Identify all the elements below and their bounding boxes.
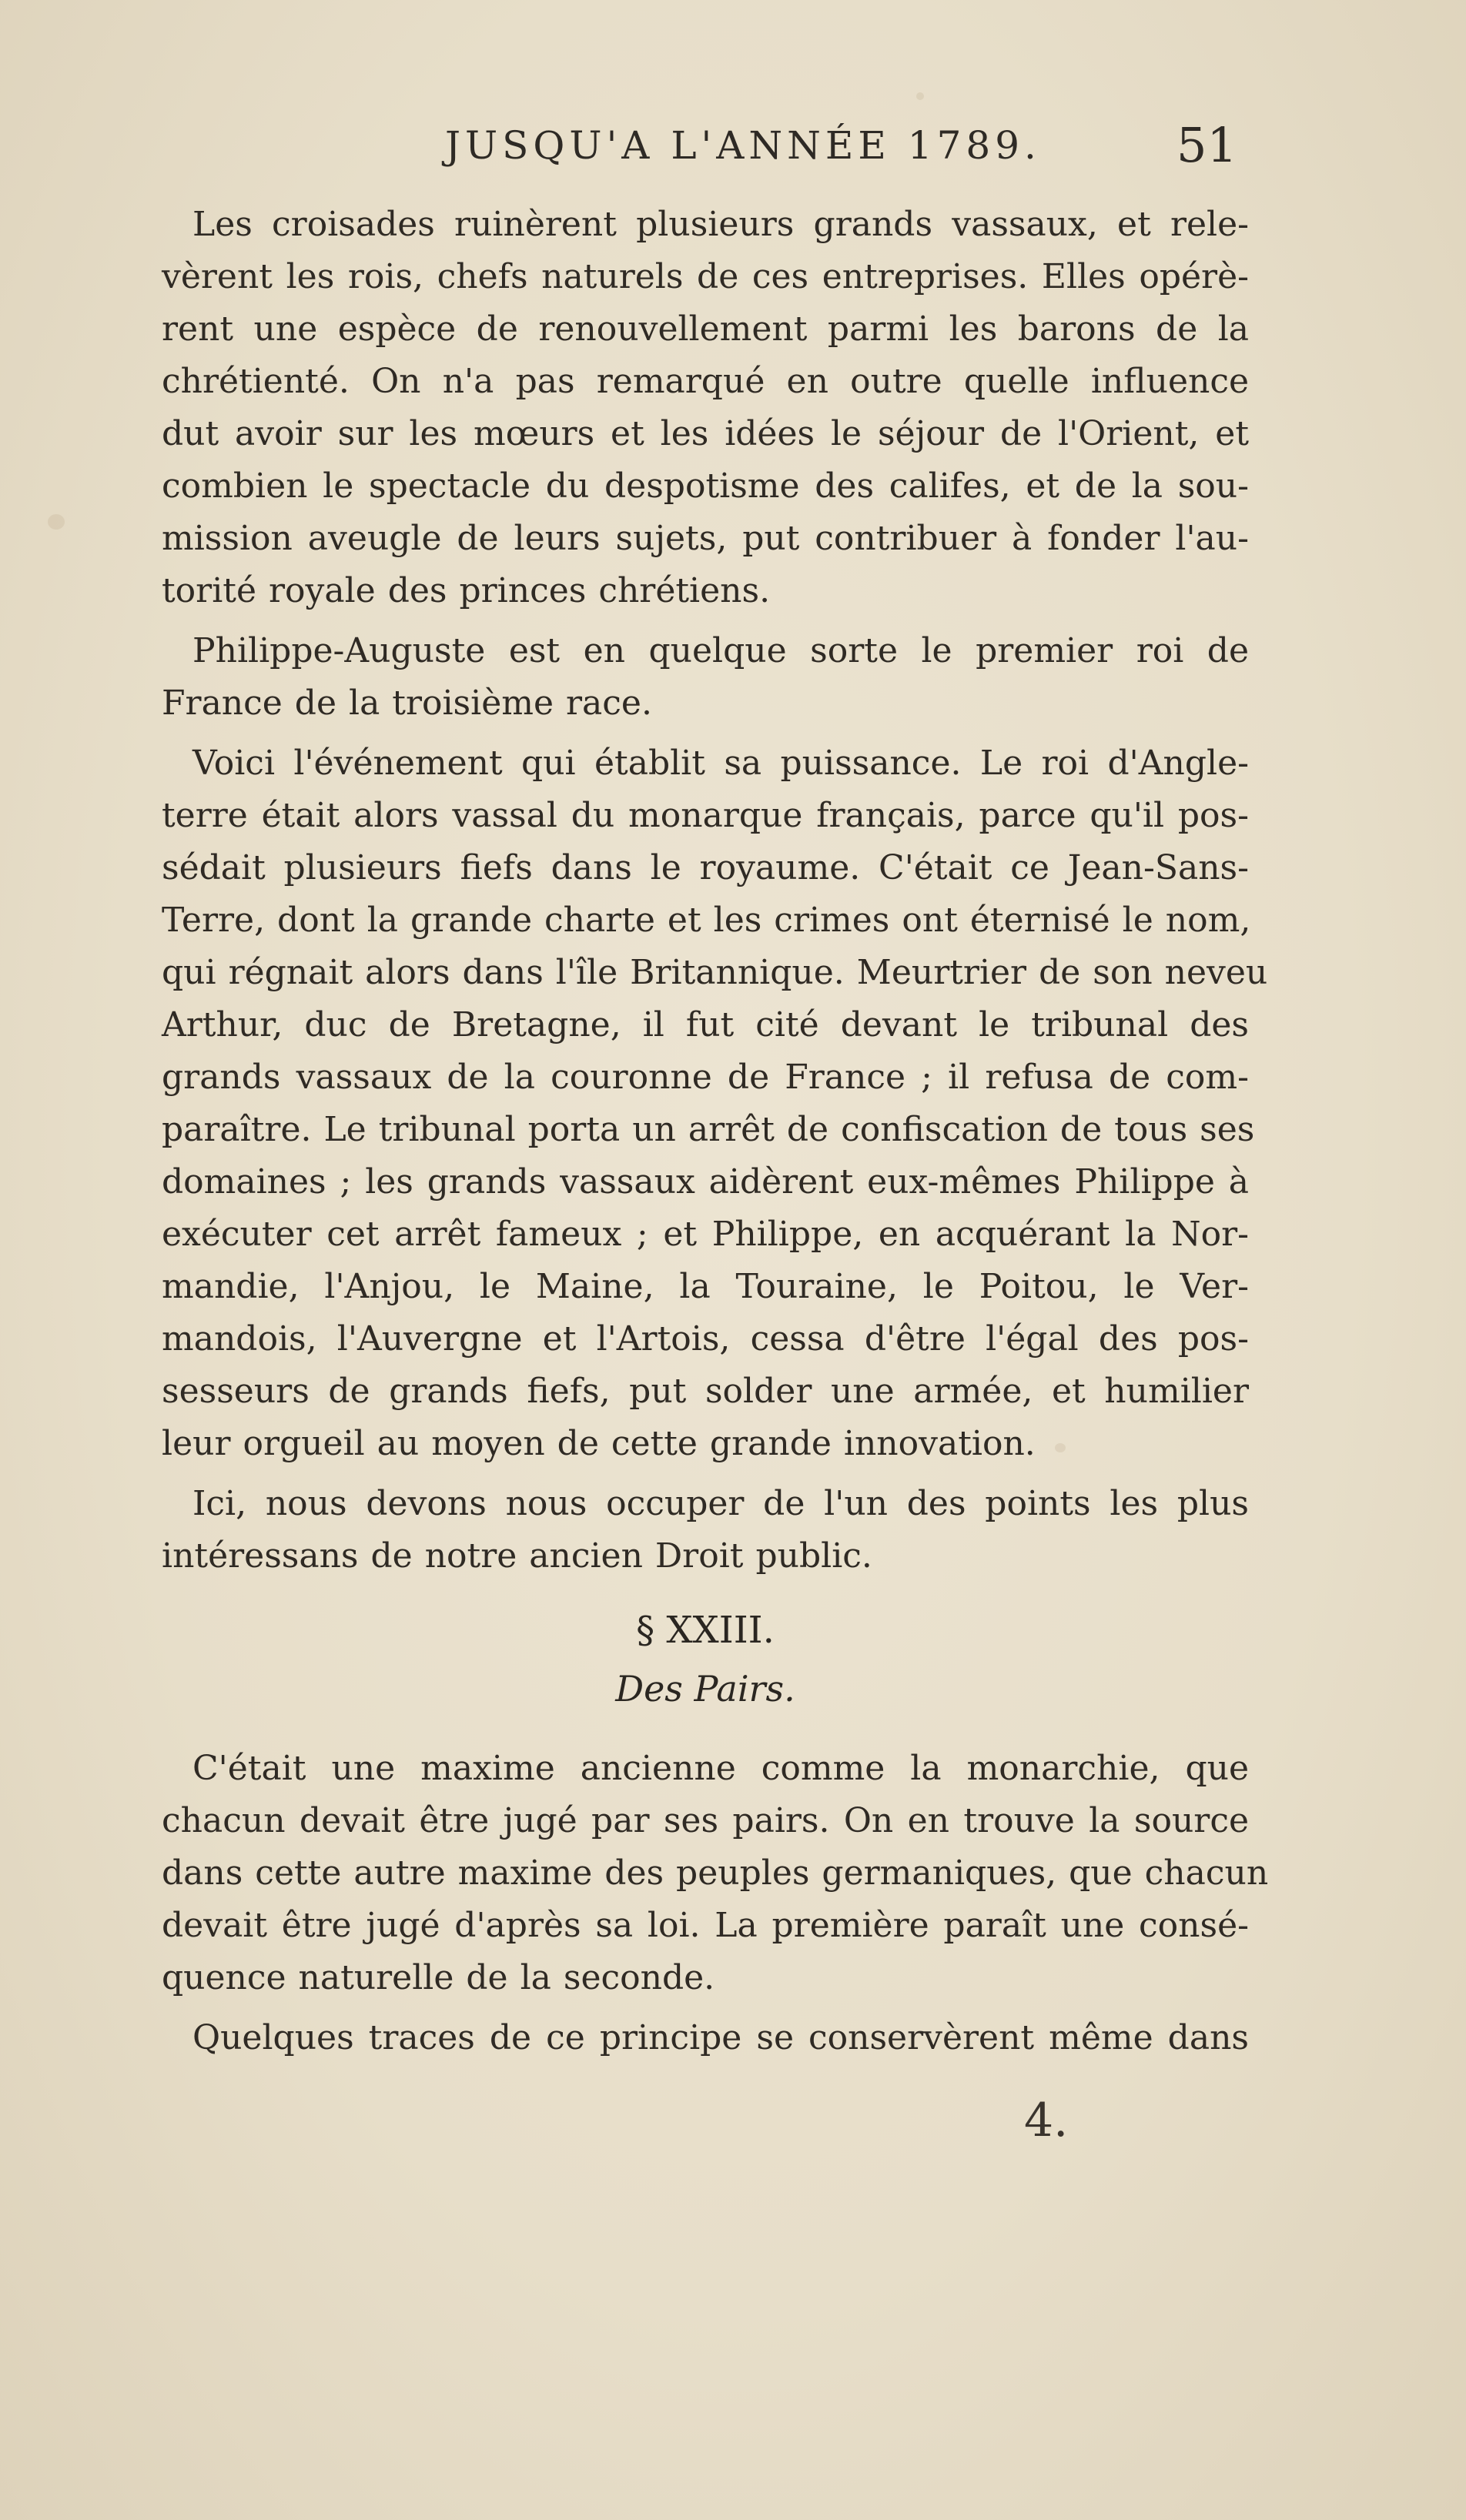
text-line: C'était une maxime ancienne comme la monarchie, que <box>192 1749 1249 1788</box>
paragraph-philippe-auguste <box>162 625 1249 730</box>
text-line: leur orgueil au moyen de cette grande innovation. <box>162 1424 1036 1463</box>
text-line: sesseurs de grands fiefs, put solder une armée, et humilier <box>162 1372 1249 1411</box>
text-line: Ici, nous devons nous occuper de l'un des points les plus <box>192 1484 1249 1523</box>
foxing-spot <box>48 514 65 530</box>
signature-mark: 4. <box>1024 2094 1069 2147</box>
text-line: Voici l'événement qui établit sa puissance. Le roi d'Angle- <box>192 744 1249 783</box>
text-line: vèrent les rois, chefs naturels de ces entreprises. Elles opérè- <box>162 257 1249 296</box>
text-line: Terre, dont la grande charte et les crimes ont éternisé le nom, <box>162 901 1251 940</box>
text-line: mandois, l'Auvergne et l'Artois, cessa d'être l'égal des pos- <box>162 1319 1249 1359</box>
paragraph-traces <box>162 2012 1249 2064</box>
text-line: exécuter cet arrêt fameux ; et Philippe, en acquérant la Nor- <box>162 1215 1249 1254</box>
running-head <box>0 117 1466 185</box>
paragraph-maxime <box>162 1743 1269 2004</box>
paragraph-droit-public <box>162 1478 1249 1583</box>
body-text <box>162 199 1269 2064</box>
text-line: dans cette autre maxime des peuples germaniques, que chacun <box>162 1853 1269 1893</box>
text-line: qui régnait alors dans l'île Britannique. Meurtrier de son neveu <box>162 953 1268 992</box>
text-line: devait être jugé d'après sa loi. La première paraît une consé- <box>162 1906 1249 1945</box>
text-line: Arthur, duc de Bretagne, il fut cité devant le tribunal des <box>162 1005 1249 1044</box>
page-number: 51 <box>1176 117 1237 173</box>
text-line: quence naturelle de la seconde. <box>162 1958 715 1997</box>
text-line: torité royale des princes chrétiens. <box>162 571 771 610</box>
text-line: terre était alors vassal du monarque français, parce qu'il pos- <box>162 796 1249 835</box>
text-line: mission aveugle de leurs sujets, put contribuer à fonder l'au- <box>162 519 1249 558</box>
paragraph-croisades <box>162 199 1249 617</box>
text-line: dut avoir sur les mœurs et les idées le séjour de l'Orient, et <box>162 414 1249 453</box>
paragraph-evenement <box>162 737 1268 1470</box>
text-line: France de la troisième race. <box>162 683 652 723</box>
text-line: sédait plusieurs fiefs dans le royaume. C'était ce Jean-Sans- <box>162 848 1249 887</box>
text-line: rent une espèce de renouvellement parmi les barons de la <box>162 309 1249 349</box>
section-title: Des Pairs. <box>615 1668 795 1710</box>
text-line: domaines ; les grands vassaux aidèrent eux-mêmes Philippe à <box>162 1162 1249 1202</box>
text-line: chrétienté. On n'a pas remarqué en outre quelle influence <box>162 362 1249 401</box>
text-line: Philippe-Auguste est en quelque sorte le premier roi de <box>192 631 1249 670</box>
running-title: JUSQU'A L'ANNÉE 1789. <box>445 123 1041 168</box>
foxing-spot <box>916 92 924 100</box>
section-number: § XXIII. <box>636 1609 775 1652</box>
text-line: mandie, l'Anjou, le Maine, la Touraine, le Poitou, le Ver- <box>162 1267 1249 1306</box>
text-line: chacun devait être jugé par ses pairs. On en trouve la source <box>162 1801 1249 1840</box>
text-line: Les croisades ruinèrent plusieurs grands vassaux, et rele- <box>192 205 1249 244</box>
text-line: paraître. Le tribunal porta un arrêt de confiscation de tous ses <box>162 1110 1255 1149</box>
text-line: Quelques traces de ce principe se conservèrent même dans <box>192 2018 1249 2057</box>
text-line: intéressans de notre ancien Droit public. <box>162 1536 872 1576</box>
text-line: grands vassaux de la couronne de France ; il refusa de com- <box>162 1058 1249 1097</box>
text-line: combien le spectacle du despotisme des califes, et de la sou- <box>162 466 1249 506</box>
